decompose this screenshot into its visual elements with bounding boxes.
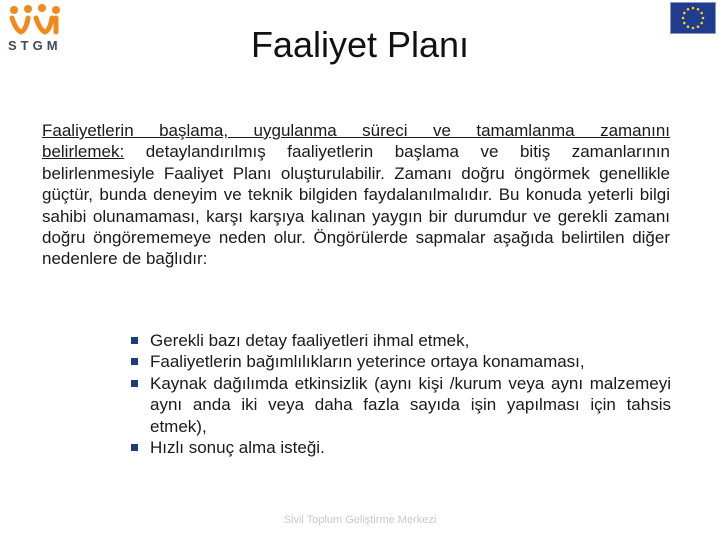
bullet-square-icon xyxy=(131,444,138,451)
list-item-text: Faaliyetlerin bağımlılıkların yeterince ortaya konamaması, xyxy=(150,352,585,372)
list-item xyxy=(131,437,671,458)
logo-text: STGM xyxy=(8,38,62,53)
list-item xyxy=(131,373,671,437)
paragraph-body: detaylandırılmış faaliyetlerin başlama ve bitiş zamanlarının belirlenmesiyle Faaliyet Planı oluşturulabilir. Zamanı doğru öngörmek genellikle güçtür, bunda deneyim ve teknik bilgiden faydalanılmalıdır. Bu konuda yeterli bilgi sahibi olunamaması, karşı karşıya kalınan yaygın bir durumdur ve gerekli zamanı doğru öngörememeye neden olur. Öngörülerde sapmalar aşağıda belirtilen diğer nedenlere de bağlıdır: xyxy=(42,142,670,269)
list-item xyxy=(131,351,671,372)
intro-paragraph xyxy=(42,120,670,270)
bullet-square-icon xyxy=(131,337,138,344)
footer-text: Sivil Toplum Geliştirme Merkezi xyxy=(283,514,437,526)
list-item xyxy=(131,330,671,351)
list-item-text: Hızlı sonuç alma isteği. xyxy=(150,438,325,458)
reason-list xyxy=(131,330,671,458)
slide-title: Faaliyet Planı xyxy=(250,24,470,65)
list-item-text: Gerekli bazı detay faaliyetleri ihmal etmek, xyxy=(150,331,470,350)
list-item-text: Kaynak dağılımda etkinsizlik (aynı kişi /kurum veya aynı malzemeyi aynı anda iki veya daha fazla sayıda işin yapılması için tahsis etmek), xyxy=(150,373,671,436)
paragraph-lead: Faaliyetlerin başlama, uygulanma süreci ve tamamlanma zamanını belirlemek: xyxy=(42,121,670,162)
bullet-square-icon xyxy=(131,380,138,387)
bullet-square-icon xyxy=(131,358,138,365)
